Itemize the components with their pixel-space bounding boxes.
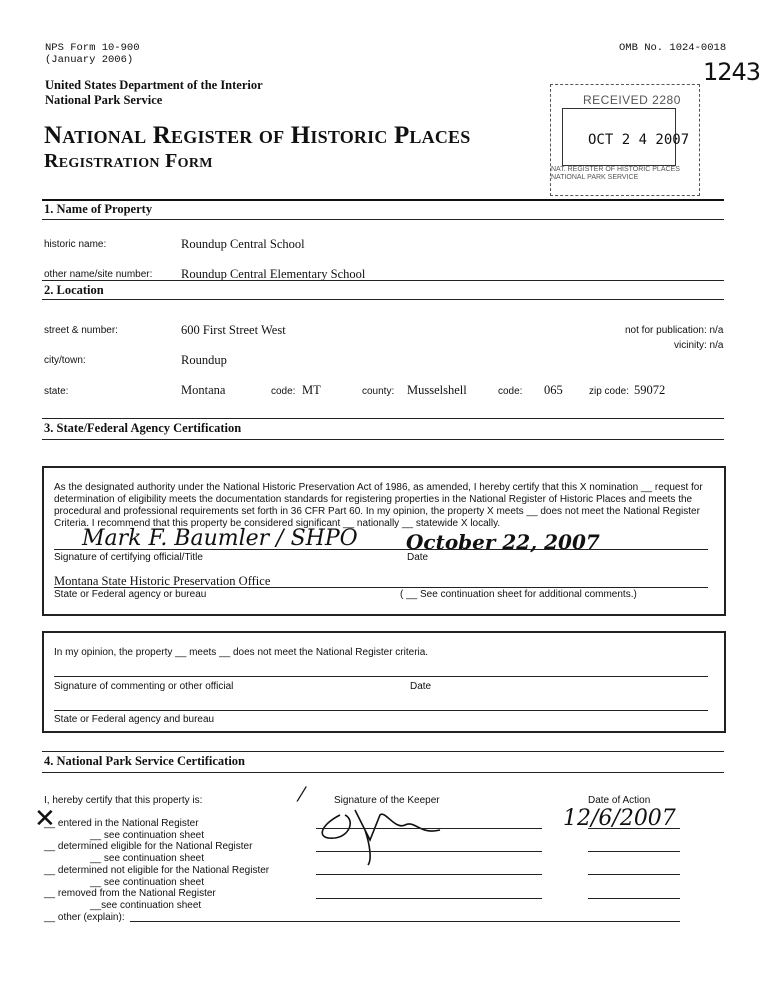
- keeper-signature: [310, 800, 460, 870]
- date-label: Date: [407, 552, 429, 563]
- option-eligible-sub: __ see continuation sheet: [90, 853, 204, 864]
- county-code-label: code:: [498, 386, 523, 397]
- certifying-signature: Mark F. Baumler / SHPO: [82, 526, 358, 551]
- agency-label: State or Federal agency or bureau: [54, 589, 207, 600]
- historic-name-value: Roundup Central School: [181, 237, 305, 251]
- section-3-heading: 3. State/Federal Agency Certification: [44, 421, 242, 435]
- other-name-value: Roundup Central Elementary School: [181, 267, 366, 281]
- option-removed: __ removed from the National Register: [44, 888, 216, 899]
- option-eligible: __ determined eligible for the National Register: [44, 841, 253, 852]
- street-value: 600 First Street West: [181, 323, 286, 337]
- signature-title-label: Signature of certifying official/Title: [54, 552, 203, 563]
- other-name-label: other name/site number:: [44, 269, 153, 280]
- commenting-agency-label: State or Federal agency and bureau: [54, 714, 215, 725]
- cert-line-4: Criteria. I recommend that this property be considered significant __ nationally __ statewide X locally.: [54, 518, 501, 529]
- vicinity: vicinity: n/a: [674, 340, 724, 351]
- cert-line-3: procedural and professional requirements set forth in 36 CFR Part 60. In my opinion, the property X meets __ does not meet the National Register: [54, 506, 700, 517]
- option-not-eligible: __ determined not eligible for the National Register: [44, 865, 270, 876]
- page-subtitle: Registration Form: [44, 150, 213, 172]
- option-removed-sub: __see continuation sheet: [90, 900, 202, 911]
- county-value: Musselshell: [407, 383, 467, 397]
- certifying-date-handwritten: October 22, 2007: [406, 530, 600, 554]
- zip-label: zip code:: [589, 386, 630, 397]
- state-code-label: code:: [271, 386, 296, 397]
- street-label: street & number:: [44, 325, 118, 336]
- city-label: city/town:: [44, 355, 86, 366]
- section-2-heading: 2. Location: [44, 283, 104, 297]
- county-label: county:: [362, 386, 395, 397]
- option-entered: __ entered in the National Register: [44, 818, 199, 829]
- stamp-received-text: RECEIVED 2280: [583, 93, 681, 107]
- commenting-official-label: Signature of commenting or other official: [54, 681, 234, 692]
- opinion-text: In my opinion, the property __ meets __ does not meet the National Register criteria.: [54, 647, 429, 658]
- county-code-value: 065: [544, 383, 563, 397]
- page-title: National Register of Historic Places: [44, 122, 471, 149]
- cert-line-1: As the designated authority under the National Historic Preservation Act of 1986, as amended, I hereby certify that this X nomination __ request for: [54, 482, 703, 493]
- zip-value: 59072: [634, 383, 666, 397]
- omb-number: OMB No. 1024-0018: [619, 42, 727, 54]
- form-number: NPS Form 10-900: [45, 42, 140, 54]
- department-name: United States Department of the Interior: [45, 78, 263, 92]
- keeper-checkmark: ⁄: [300, 782, 304, 806]
- stamp-date-text: OCT 2 4 2007: [588, 132, 690, 148]
- city-value: Roundup: [181, 353, 227, 367]
- certifying-agency: Montana State Historic Preservation Office: [54, 574, 271, 588]
- option-not-eligible-sub: __ see continuation sheet: [90, 877, 204, 888]
- handwritten-number: 1243: [703, 58, 761, 86]
- action-date-handwritten: 12/6/2007: [563, 806, 676, 831]
- option-other: __ other (explain):: [44, 912, 125, 923]
- section-4-heading: 4. National Park Service Certification: [44, 754, 245, 768]
- section-1-heading: 1. Name of Property: [44, 202, 153, 216]
- stamp-bottom-text: NAT. REGISTER OF HISTORIC PLACES NATIONAL PARK SERVICE: [551, 166, 680, 181]
- agency-name: National Park Service: [45, 93, 163, 107]
- option-entered-sub: __ see continuation sheet: [90, 830, 204, 841]
- keeper-label: Signature of the Keeper: [334, 795, 440, 806]
- received-stamp: [550, 84, 700, 196]
- form-date: (January 2006): [45, 54, 134, 66]
- cert-line-2: determination of eligibility meets the documentation standards for registering properties in the National Register of Historic Places and meets the: [54, 494, 693, 505]
- state-code-value: MT: [302, 383, 321, 397]
- state-value: Montana: [181, 383, 226, 397]
- entered-checkmark: ✕: [34, 804, 56, 834]
- continuation-note: ( __ See continuation sheet for additional comments.): [400, 589, 637, 600]
- not-for-publication: not for publication: n/a: [625, 325, 724, 336]
- commenting-date-label: Date: [410, 681, 432, 692]
- historic-name-label: historic name:: [44, 239, 107, 250]
- certify-text: I, hereby certify that this property is:: [44, 795, 203, 806]
- action-date-label: Date of Action: [588, 795, 651, 806]
- state-label: state:: [44, 386, 69, 397]
